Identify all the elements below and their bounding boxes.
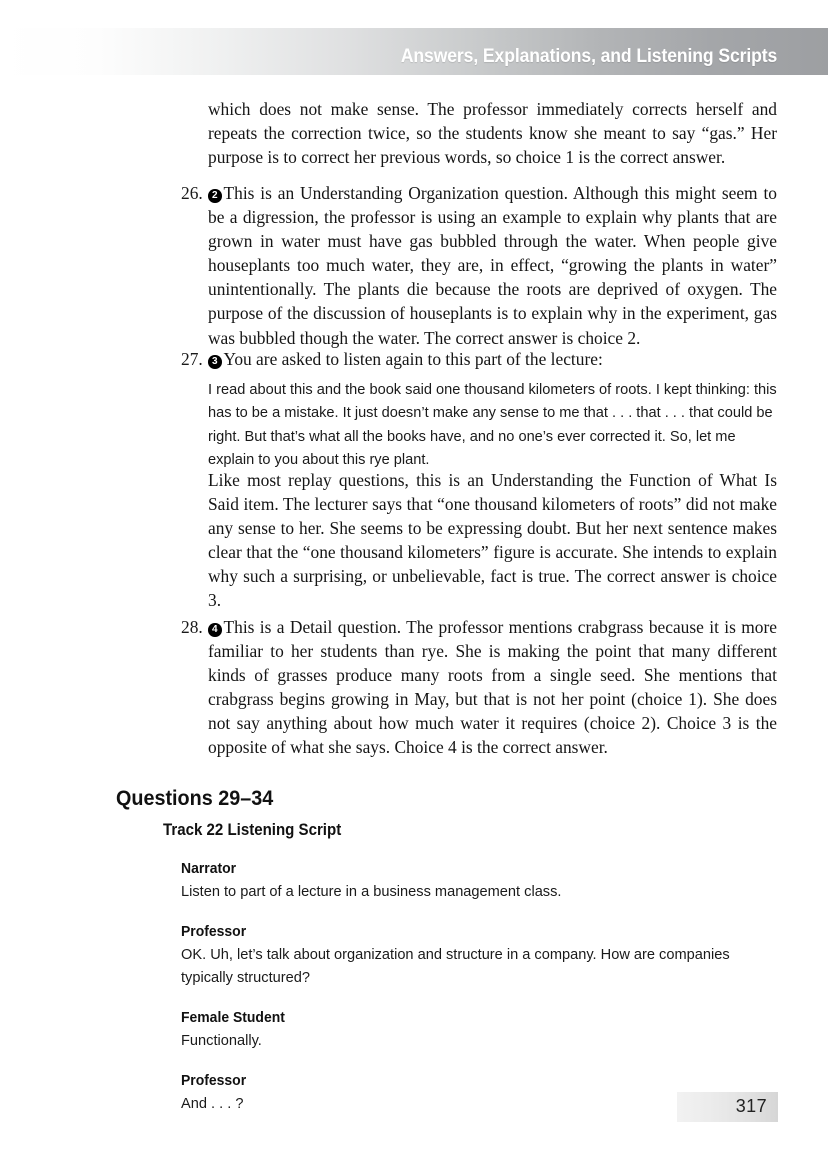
running-header-title: Answers, Explanations, and Listening Scripts: [400, 45, 777, 67]
item-28-paragraph: [208, 615, 777, 760]
page-number: 317: [735, 1096, 767, 1116]
item-27-paragraph: [208, 347, 777, 371]
script-line: And . . . ?: [181, 1096, 244, 1112]
continuation-paragraph-block: [181, 97, 777, 169]
speaker-label-professor-1: Professor: [181, 923, 247, 940]
questions-section-heading: Questions 29–34: [116, 786, 274, 810]
replay-excerpt-text: I read about this and the book said one thousand kilometers of roots. I kept thinking: this has to be a mistake. It just doesn’t make any sense to me that . . . that . . . that could be right. But that’s what all the books have, and no one’s ever corrected it. So, let me explain to you about this rye plant.: [208, 382, 777, 468]
script-turn: [181, 1009, 777, 1053]
answer-marker-icon-3: 3: [208, 355, 222, 369]
continuation-paragraph: which does not make sense. The professor immediately corrects herself and repeats the correction twice, so the students know she meant to say “gas.” Her purpose is to correct her previous words, so choice 1 is the correct answer.: [208, 99, 777, 168]
explanation-item-28: [181, 615, 777, 760]
answer-marker-icon-4: 4: [208, 623, 222, 637]
track-listening-script-heading: Track 22 Listening Script: [163, 821, 342, 839]
answer-marker-icon-2: 2: [208, 189, 222, 203]
page-number-box: [677, 1092, 778, 1122]
speaker-label-female-student: Female Student: [181, 1009, 285, 1026]
numbered-item: [181, 615, 777, 760]
item-27-analysis: Like most replay questions, this is an Understanding the Function of What Is Said item. The lecturer says that “one thousand kilometers of roots” did not make any sense to her. She seems to be expressing doubt. But her next sentence makes clear that the “one thousand kilometers” figure is accurate. She intends to explain why such a surprising, or unbelievable, fact is true. The correct answer is choice 3.: [208, 470, 777, 611]
item-28-text: This is a Detail question. The professor mentions crabgrass because it is more familiar to her students than rye. She is making the point that many different kinds of grasses produce many roots from a single seed. She mentions that crabgrass begins growing in May, but that is not her point (choice 1). She does not say anything about how much water it requires (choice 2). Choice 3 is the opposite of what she says. Choice 4 is the correct answer.: [208, 617, 777, 758]
script-line: Listen to part of a lecture in a business management class.: [181, 884, 562, 900]
item-number-28: 28.: [181, 617, 203, 637]
item-number-26: 26.: [181, 183, 203, 203]
numbered-item: [181, 181, 777, 350]
numbered-item: [181, 347, 777, 371]
speaker-label-professor-2: Professor: [181, 1072, 247, 1089]
item-27-text: You are asked to listen again to this part of the lecture:: [223, 349, 603, 369]
explanation-item-26: [181, 181, 777, 350]
item-27-analysis-block: [181, 468, 777, 613]
item-number-27: 27.: [181, 349, 203, 369]
script-line: Functionally.: [181, 1033, 262, 1049]
listening-script-body: [181, 860, 777, 1116]
replay-excerpt-block: [208, 379, 777, 472]
script-line: OK. Uh, let’s talk about organization and structure in a company. How are companies typically structured?: [181, 947, 730, 986]
script-turn: [181, 860, 777, 904]
item-26-paragraph: [208, 181, 777, 350]
item-26-text: This is an Understanding Organization question. Although this might seem to be a digression, the professor is using an example to explain why plants that are grown in water must have gas bubbled through the water. When people give houseplants too much water, they are, in effect, “growing the plants in water” unintentionally. The plants die because the roots are deprived of oxygen. The purpose of the discussion of houseplants is to explain why in the experiment, gas was bubbled though the water. The correct answer is choice 2.: [208, 183, 777, 348]
script-turn: [181, 923, 777, 990]
speaker-label-narrator: Narrator: [181, 860, 237, 877]
explanation-item-27: [181, 347, 777, 371]
